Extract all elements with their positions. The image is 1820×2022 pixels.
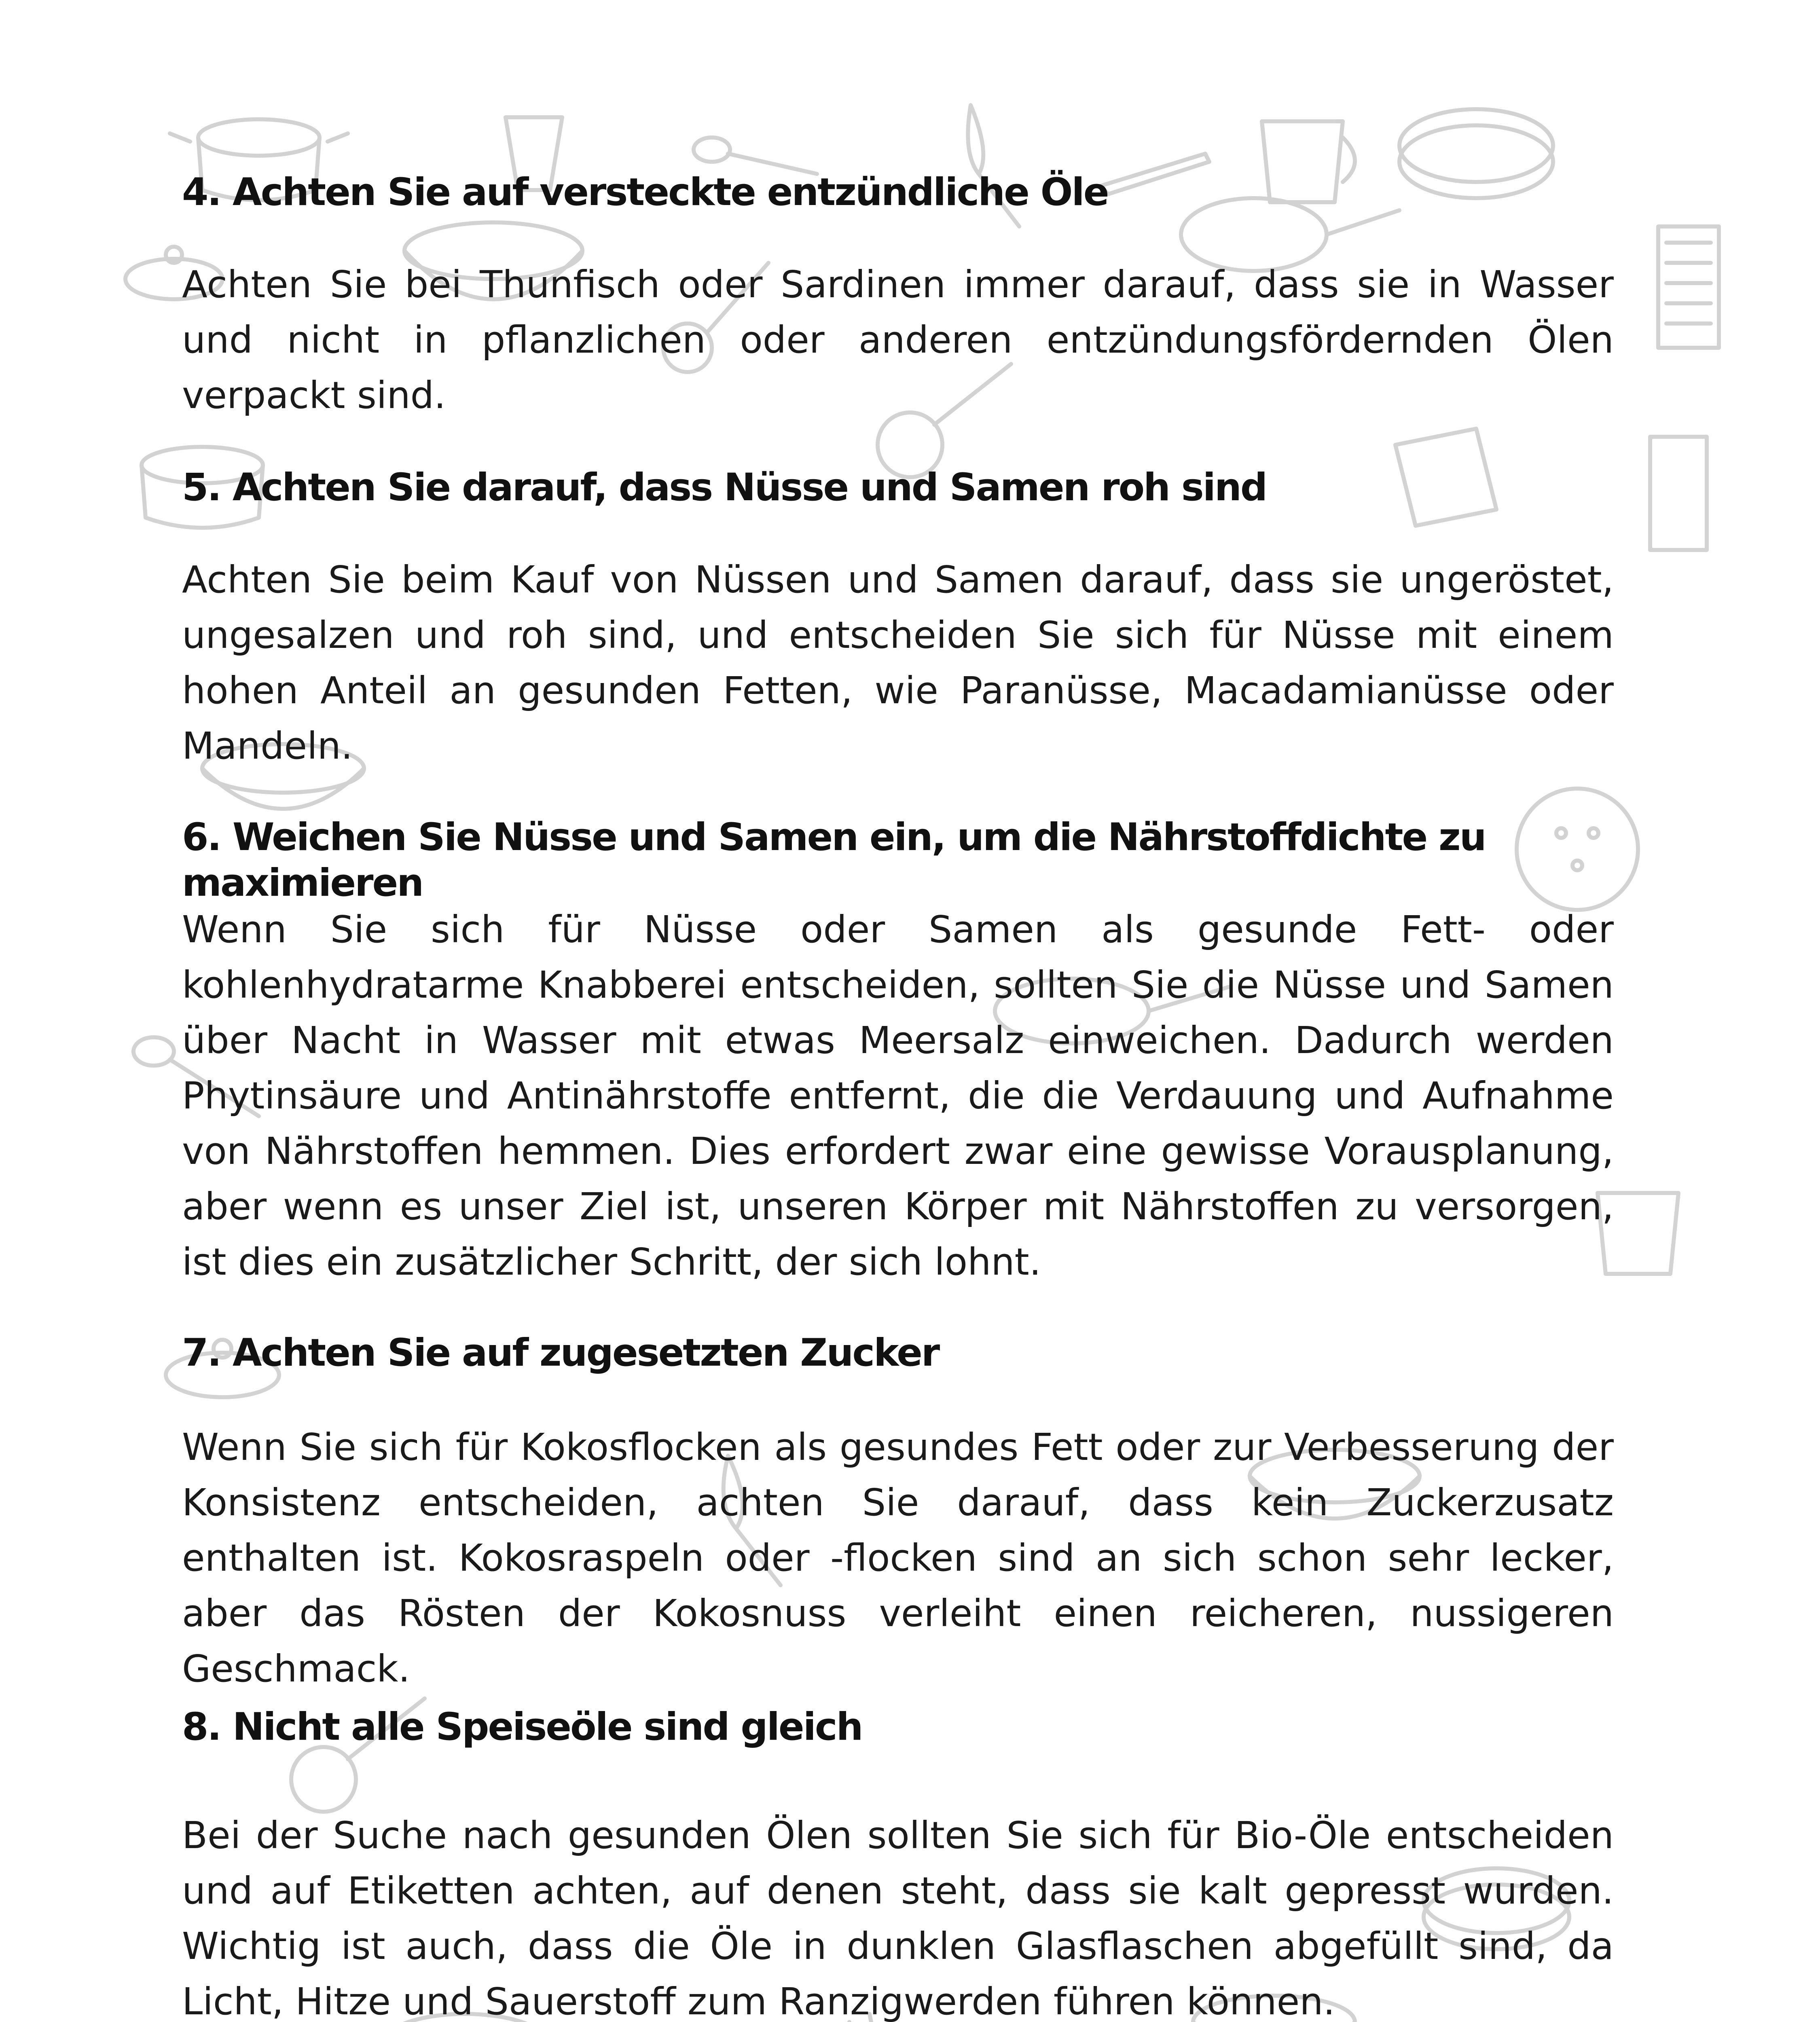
knife-icon xyxy=(1100,154,1209,194)
grater-icon xyxy=(1650,437,1707,550)
section-heading-8: 8. Nicht alle Speiseöle sind gleich xyxy=(182,1705,862,1749)
section-body-7: Wenn Sie sich für Kokosflocken als gesundes Fett oder zur Verbesserung der Konsistenz entscheiden, achten Sie darauf, dass kein Zuckerzusatz enthalten ist. Kokosraspeln oder -flocken sind an sich schon sehr lecker, aber das Rösten der Kokosnuss verleiht einen reicheren, nussigeren Geschmack. xyxy=(182,1426,1614,1690)
section-body-8: Bei der Suche nach gesunden Ölen sollten Sie sich für Bio-Öle entscheiden und auf Etiketten achten, auf denen steht, dass sie kalt gepresst wurden. Wichtig ist auch, dass die Öle in dunklen Glasflaschen abgefüllt sind, da Licht, Hitze und Sauerstoff zum Ranzigwerden führen können. xyxy=(182,1814,1614,2022)
section-heading-5: 5. Achten Sie darauf, dass Nüsse und Samen roh sind xyxy=(182,465,1267,510)
section-heading-7: 7. Achten Sie auf zugesetzten Zucker xyxy=(182,1331,939,1375)
grater-icon xyxy=(1658,226,1719,348)
towel-icon xyxy=(1395,429,1496,526)
section-heading-6: 6. Weichen Sie Nüsse und Samen ein, um die Nährstoffdichte zu maximieren xyxy=(182,815,1486,905)
section-body-5: Achten Sie beim Kauf von Nüssen und Samen darauf, dass sie ungeröstet, ungesalzen und roh sind, und entscheiden Sie sich für Nüsse mit einem hohen Anteil an gesunden Fetten, wie Paranüsse, Macadamianüsse oder Mandeln. xyxy=(182,558,1614,768)
cake-tin-icon xyxy=(1399,109,1553,198)
section-body-4: Achten Sie bei Thunfisch oder Sardinen immer darauf, dass sie in Wasser und nicht in pflanzlichen oder anderen entzündungsfördernden Ölen verpackt sind. xyxy=(182,263,1614,417)
jug-icon xyxy=(1262,121,1355,202)
spoon-icon xyxy=(694,137,817,174)
section-heading-4: 4. Achten Sie auf versteckte entzündliche Öle xyxy=(182,170,1108,214)
section-body-6: Wenn Sie sich für Nüsse oder Samen als gesunde Fett- oder kohlenhydratarme Knabberei entscheiden, sollten Sie die Nüsse und Samen über Nacht in Wasser mit etwas Meersalz einweichen. Dadurch werden Phytinsäure und Antinährstoffe entfernt, die die Verdauung und Aufnahme von Nährstoffen hemmen. Dies erfordert zwar eine gewisse Vorausplanung, aber wenn es unser Ziel ist, unseren Körper mit Nährstoffen zu versorgen, ist dies ein zusätzlicher Schritt, der sich lohnt. xyxy=(182,908,1614,1284)
